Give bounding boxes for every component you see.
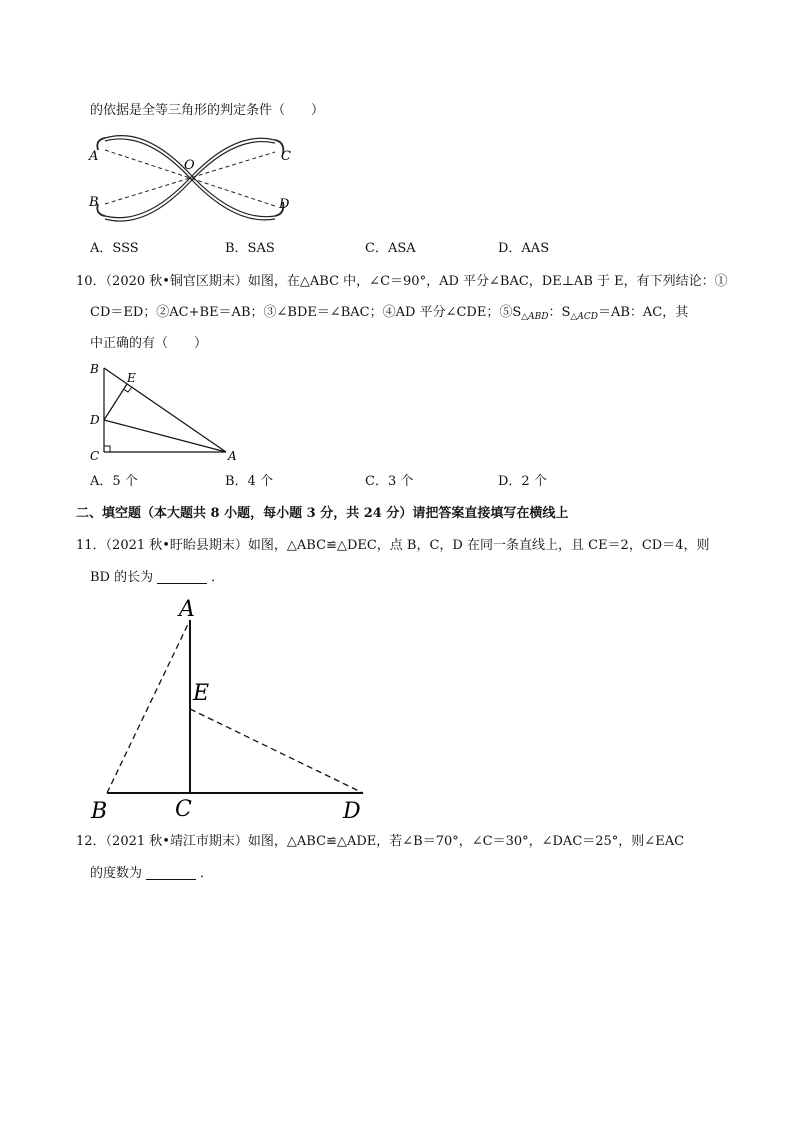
q12-question: 的度数为 xyxy=(90,866,143,881)
q9-figure xyxy=(85,128,310,228)
q10-option-a: A．5 个 xyxy=(90,474,138,489)
q10-option-b: B．4 个 xyxy=(225,474,273,489)
q9-label-A: A xyxy=(89,149,99,164)
q10-sub-abd: △ABD xyxy=(521,312,549,322)
q10-ratio: ＝AB：AC，其 xyxy=(597,305,689,320)
q10-stem-line2 xyxy=(90,304,688,326)
q10-label-A: A xyxy=(228,449,237,463)
q11-stem-line1: 11．（2021 秋•盱眙县期末）如图，△ABC≌△DEC，点 B，C，D 在同一条直线上，且 CE＝2，CD＝4，则 xyxy=(76,538,710,553)
q9-option-d: D．AAS xyxy=(498,241,550,256)
q9-stem-line: 的依据是全等三角形的判定条件（ ） xyxy=(90,103,325,118)
q11-label-E: E xyxy=(193,681,210,706)
q10-option-c: C．3 个 xyxy=(365,474,414,489)
q12-stem-line2 xyxy=(90,865,213,883)
q9-label-D: D xyxy=(279,197,290,212)
q12-end: ． xyxy=(200,866,214,881)
q11-label-C: C xyxy=(175,797,192,822)
section-heading: 二、填空题（本大题共 8 小题，每小题 3 分，共 24 分）请把答案直接填写在横线上 xyxy=(76,506,569,521)
q10-colon: ：S xyxy=(548,305,571,320)
q11-answer-blank[interactable] xyxy=(157,569,207,584)
q10-label-D: D xyxy=(90,413,100,427)
q9-label-O: O xyxy=(184,158,195,173)
q11-label-B: B xyxy=(91,799,108,824)
q10-label-C: C xyxy=(90,449,100,463)
q9-label-C: C xyxy=(281,149,291,164)
q10-stem-line1: 10．（2020 秋•铜官区期末）如图，在△ABC 中，∠C＝90°，AD 平分∠BAC，DE⊥AB 于 E，有下列结论：① xyxy=(76,274,728,289)
q10-label-B: B xyxy=(90,362,99,376)
q10-conclusions: CD＝ED；②AC+BE＝AB；③∠BDE＝∠BAC；④AD 平分∠CDE；⑤S xyxy=(90,305,522,320)
q12-answer-blank[interactable] xyxy=(146,865,196,880)
q10-option-d: D．2 个 xyxy=(498,474,547,489)
q12-stem-line1: 12．（2021 秋•靖江市期末）如图，△ABC≌△ADE，若∠B＝70°，∠C＝30°，∠DAC＝25°，则∠EAC xyxy=(76,834,685,849)
q11-figure xyxy=(85,592,375,824)
q11-label-A: A xyxy=(179,597,195,622)
q9-label-B: B xyxy=(89,195,99,210)
q11-label-D: D xyxy=(343,799,361,824)
q10-figure xyxy=(86,360,246,466)
q10-label-E: E xyxy=(127,371,136,385)
q11-stem-line2 xyxy=(90,569,224,587)
q9-option-b: B．SAS xyxy=(225,241,275,256)
q9-option-c: C．ASA xyxy=(365,241,416,256)
q9-option-a: A．SSS xyxy=(90,241,139,256)
q10-sub-acd: △ACD xyxy=(570,312,598,322)
q10-stem-line3: 中正确的有（ ） xyxy=(90,336,208,351)
q11-question: BD 的长为 xyxy=(90,570,154,585)
q11-end: ． xyxy=(211,570,225,585)
